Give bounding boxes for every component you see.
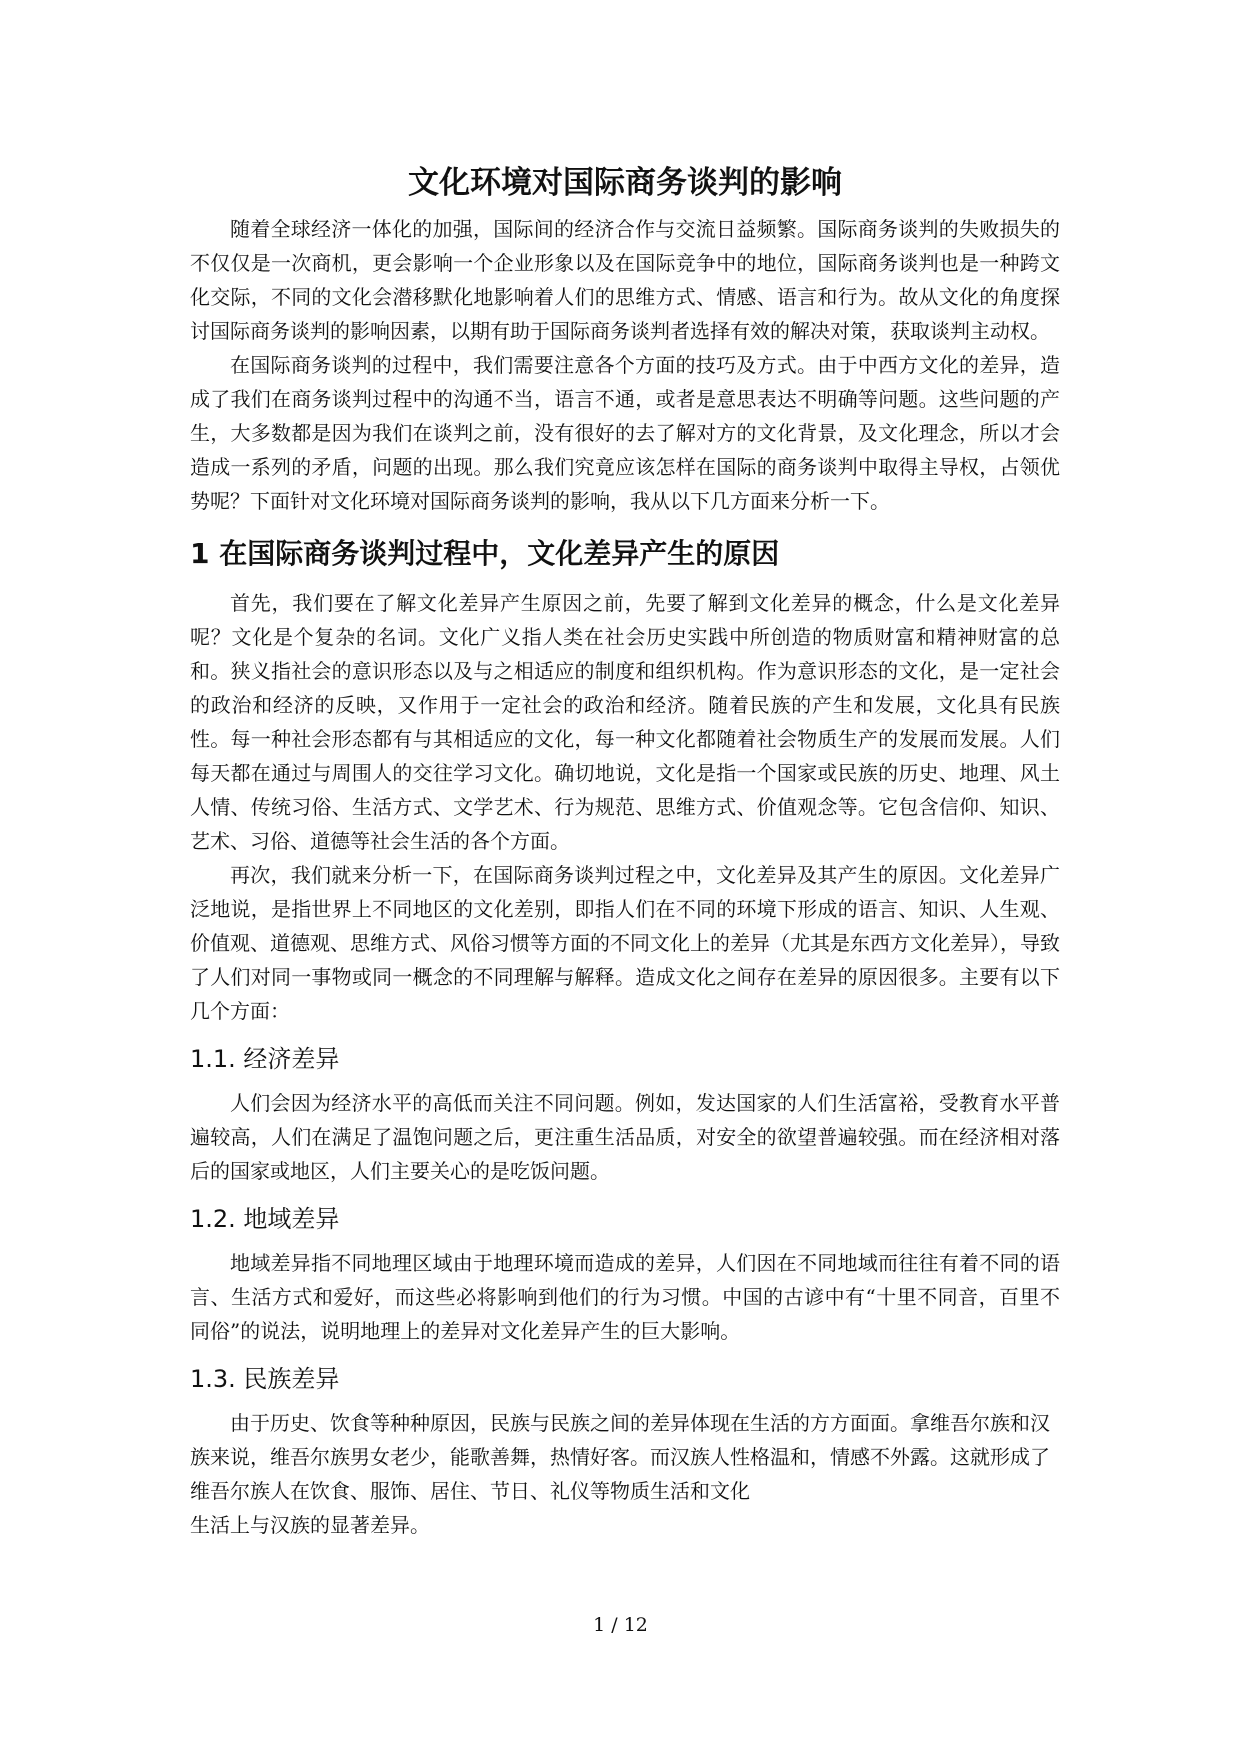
subsection-1-2-paragraph: 地域差异指不同地理区域由于地理环境而造成的差异，人们因在不同地域而往往有着不同的语言、生活方式和爱好，而这些必将影响到他们的行为习惯。中国的古谚中有“十里不同音，百里不同俗”的说法，说明地理上的差异对文化差异产生的巨大影响。 <box>190 1251 1060 1343</box>
subsection-1-2-heading: 1.2. 地域差异 <box>190 1205 340 1233</box>
intro-paragraph-1: 随着全球经济一体化的加强，国际间的经济合作与交流日益频繁。国际商务谈判的失败损失的不仅仅是一次商机，更会影响一个企业形象以及在国际竞争中的地位，国际商务谈判也是一种跨文化交际，不同的文化会潜移默化地影响着人们的思维方式、情感、语言和行为。故从文化的角度探讨国际商务谈判的影响因素，以期有助于国际商务谈判者选择有效的解决对策，获取谈判主动权。 <box>190 217 1060 343</box>
subsection-1-3-paragraph-a: 由于历史、饮食等种种原因，民族与民族之间的差异体现在生活的方方面面。拿维吾尔族和汉族来说，维吾尔族男女老少，能歌善舞，热情好客。而汉族人性格温和，情感不外露。这就形成了维吾尔族人在饮食、服饰、居住、节日、礼仪等物质生活和文化 <box>190 1411 1050 1503</box>
intro-paragraph-2: 在国际商务谈判的过程中，我们需要注意各个方面的技巧及方式。由于中西方文化的差异，造成了我们在商务谈判过程中的沟通不当，语言不通，或者是意思表达不明确等问题。这些问题的产生，大多数都是因为我们在谈判之前，没有很好的去了解对方的文化背景，及文化理念，所以才会造成一系列的矛盾，问题的出现。那么我们究竟应该怎样在国际的商务谈判中取得主导权，占领优势呢？下面针对文化环境对国际商务谈判的影响，我从以下几方面来分析一下。 <box>190 353 1060 513</box>
section-1-paragraph-1: 首先，我们要在了解文化差异产生原因之前，先要了解到文化差异的概念，什么是文化差异呢？文化是个复杂的名词。文化广义指人类在社会历史实践中所创造的物质财富和精神财富的总和。狭义指社会的意识形态以及与之相适应的制度和组织机构。作为意识形态的文化，是一定社会的政治和经济的反映，又作用于一定社会的政治和经济。随着民族的产生和发展，文化具有民族性。每一种社会形态都有与其相适应的文化，每一种文化都随着社会物质生产的发展而发展。人们每天都在通过与周围人的交往学习文化。确切地说，文化是指一个国家或民族的历史、地理、风土人情、传统习俗、生活方式、文学艺术、行为规范、思维方式、价值观念等。它包含信仰、知识、艺术、习俗、道德等社会生活的各个方面。 <box>190 591 1060 853</box>
document-body <box>190 160 1060 1542</box>
subsection-1-3-heading: 1.3. 民族差异 <box>190 1365 340 1393</box>
document-title: 文化环境对国际商务谈判的影响 <box>408 165 842 201</box>
section-1-paragraph-2: 再次，我们就来分析一下，在国际商务谈判过程之中，文化差异及其产生的原因。文化差异广泛地说，是指世界上不同地区的文化差别，即指人们在不同的环境下形成的语言、知识、人生观、价值观、道德观、思维方式、风俗习惯等方面的不同文化上的差异（尤其是东西方文化差异），导致了人们对同一事物或同一概念的不同理解与解释。造成文化之间存在差异的原因很多。主要有以下几个方面： <box>190 863 1060 1023</box>
page-number: 1 / 12 <box>593 1614 648 1636</box>
subsection-1-1-paragraph: 人们会因为经济水平的高低而关注不同问题。例如，发达国家的人们生活富裕，受教育水平普遍较高，人们在满足了温饱问题之后，更注重生活品质，对安全的欲望普遍较强。而在经济相对落后的国家或地区，人们主要关心的是吃饭问题。 <box>190 1091 1060 1183</box>
subsection-1-1-heading: 1.1. 经济差异 <box>190 1045 340 1073</box>
section-1-heading: 1 在国际商务谈判过程中，文化差异产生的原因 <box>190 537 780 570</box>
subsection-1-3-paragraph-b: 生活上与汉族的显著差异。 <box>190 1513 430 1537</box>
